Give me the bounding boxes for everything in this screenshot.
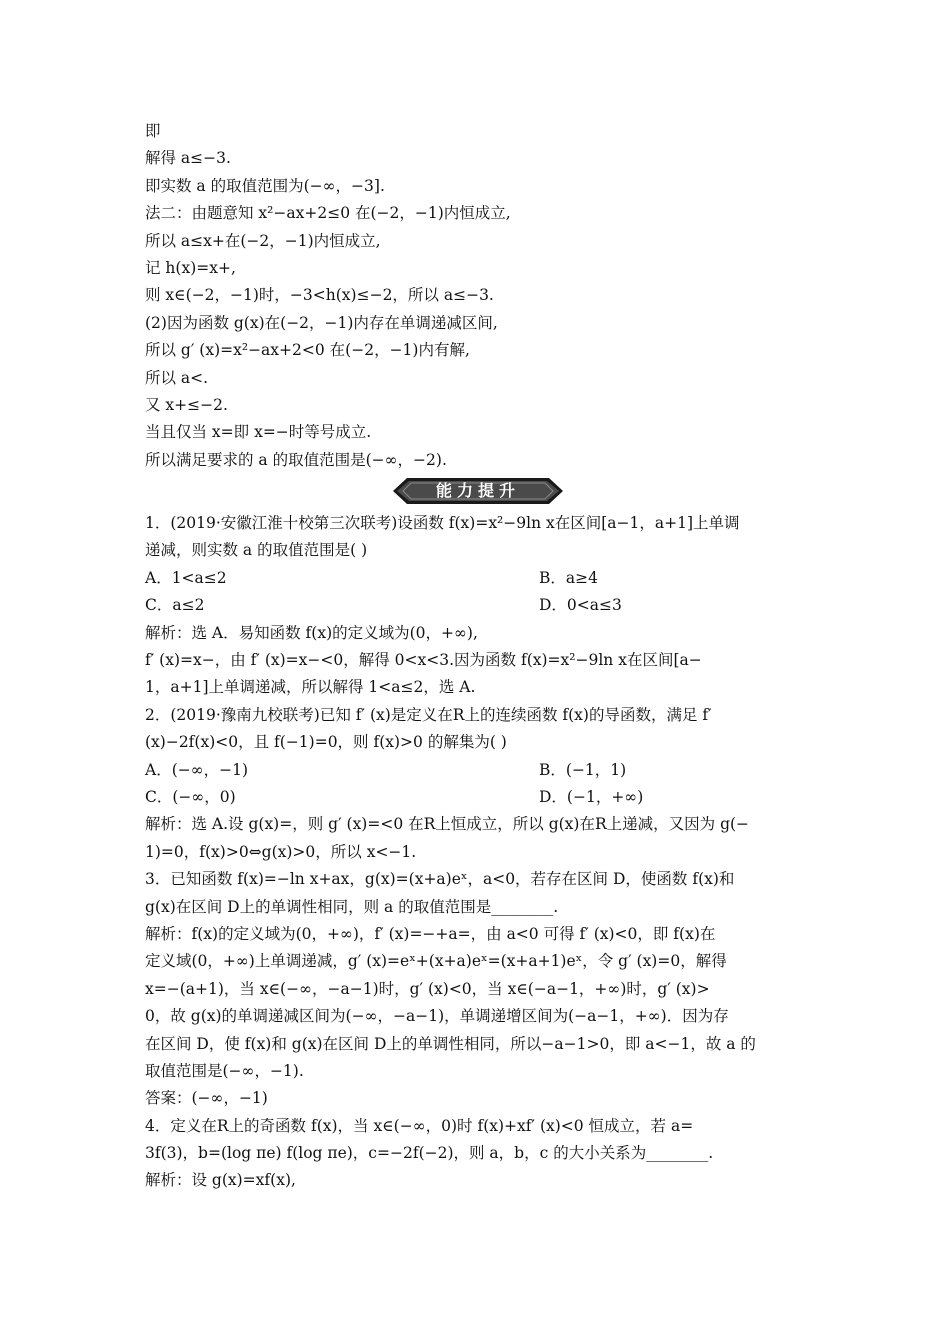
question-stem: 3．已知函数 f(x)=−ln x+ax，g(x)=(x+a)eˣ，a<0，若存在区间 D，使函数 f(x)和 — [145, 870, 735, 889]
question-1 — [145, 510, 805, 702]
question-stem: g(x)在区间 D上的单调性相同，则 a 的取值范围是________. — [145, 897, 559, 916]
question-4 — [145, 1113, 805, 1195]
text-line: 当且仅当 x=即 x=−时等号成立. — [145, 423, 372, 442]
analysis-line: x=−(a+1)，当 x∈(−∞，−a−1)时，g′ (x)<0，当 x∈(−a−1，+∞)时，g′ (x)> — [145, 979, 710, 998]
document-page — [145, 118, 805, 1195]
text-line: 所以 a≤x+在(−2，−1)内恒成立, — [145, 231, 381, 250]
analysis-line: 解析：选 A.设 g(x)=，则 g′ (x)=<0 在R上恒成立，所以 g(x)在R上递减，又因为 g(− — [145, 815, 750, 834]
option-b: B．(−1，1) — [539, 760, 627, 779]
text-line: 所以 g′ (x)=x²−ax+2<0 在(−2，−1)内有解, — [145, 341, 470, 360]
option-d: D．(−1，+∞) — [539, 787, 644, 806]
text-line: 则 x∈(−2，−1)时，−3<h(x)≤−2，所以 a≤−3. — [145, 286, 494, 305]
question-stem: (x)−2f(x)<0，且 f(−1)=0，则 f(x)>0 的解集为( ) — [145, 733, 507, 752]
question-stem: 递减，则实数 a 的取值范围是( ) — [145, 541, 368, 560]
text-line: 所以 a<. — [145, 368, 209, 387]
text-line: 记 h(x)=x+, — [145, 258, 236, 277]
question-stem: 4．定义在R上的奇函数 f(x)，当 x∈(−∞，0)时 f(x)+xf′ (x)<0 恒成立，若 a= — [145, 1116, 694, 1135]
options-row — [145, 565, 805, 592]
analysis-line: 取值范围是(−∞，−1). — [145, 1061, 304, 1080]
option-c: C．(−∞，0) — [145, 787, 236, 806]
analysis-line: 解析：选 A．易知函数 f(x)的定义域为(0，+∞), — [145, 623, 478, 642]
text-line: (2)因为函数 g(x)在(−2，−1)内存在单调递减区间, — [145, 313, 498, 332]
question-stem: 2．(2019·豫南九校联考)已知 f′ (x)是定义在R上的连续函数 f(x)的导函数，满足 f′ — [145, 705, 712, 724]
analysis-line: 1)=0，f(x)>0⇔g(x)>0，所以 x<−1. — [145, 842, 417, 861]
text-line: 法二：由题意知 x²−ax+2≤0 在(−2，−1)内恒成立, — [145, 204, 511, 223]
question-3 — [145, 866, 805, 1113]
text-line: 解得 a≤−3. — [145, 149, 231, 168]
question-stem: 1．(2019·安徽江淮十校第三次联考)设函数 f(x)=x²−9ln x在区间[a−1，a+1]上单调 — [145, 514, 740, 533]
analysis-line: 0，故 g(x)的单调递减区间为(−∞，−a−1)，单调递增区间为(−a−1，+∞)．因为存 — [145, 1007, 729, 1026]
question-2 — [145, 702, 805, 866]
text-line: 即 — [145, 122, 161, 140]
analysis-line: 定义域(0，+∞)上单调递减，g′ (x)=eˣ+(x+a)eˣ=(x+a+1)eˣ，令 g′ (x)=0，解得 — [145, 952, 727, 971]
analysis-line: 在区间 D，使 f(x)和 g(x)在区间 D上的单调性相同，所以−a−1>0，即 a<−1，故 a 的 — [145, 1034, 756, 1053]
text-line: 又 x+≤−2. — [145, 395, 228, 414]
option-d: D．0<a≤3 — [539, 596, 622, 615]
section-banner — [145, 474, 805, 510]
option-a: A．1<a≤2 — [145, 568, 227, 587]
option-c: C．a≤2 — [145, 596, 205, 615]
analysis-line: 解析：设 g(x)=xf(x), — [145, 1171, 296, 1190]
option-a: A．(−∞，−1) — [145, 760, 249, 779]
text-line: 即实数 a 的取值范围为(−∞，−3]. — [145, 176, 385, 195]
text-line: 所以满足要求的 a 的取值范围是(−∞，−2). — [145, 450, 447, 469]
option-b: B．a≥4 — [539, 568, 598, 587]
question-stem: 3f(3)，b=(log πe) f(log πe)，c=−2f(−2)，则 a，b，c 的大小关系为________. — [145, 1144, 714, 1163]
analysis-line: f′ (x)=x−，由 f′ (x)=x−<0，解得 0<x<3.因为函数 f(x)=x²−9ln x在区间[a− — [145, 651, 702, 670]
answer-line: 答案：(−∞，−1) — [145, 1089, 268, 1108]
solution-continuation — [145, 118, 805, 474]
analysis-line: 解析：f(x)的定义域为(0，+∞)，f′ (x)=−+a=，由 a<0 可得 f′ (x)<0，即 f(x)在 — [145, 924, 716, 943]
options-row — [145, 757, 805, 784]
analysis-line: 1，a+1]上单调递减，所以解得 1<a≤2，选 A. — [145, 678, 476, 697]
banner-shape — [393, 477, 563, 505]
options-row — [145, 784, 805, 811]
banner-title: 能力提升 — [435, 481, 520, 501]
options-row — [145, 592, 805, 619]
